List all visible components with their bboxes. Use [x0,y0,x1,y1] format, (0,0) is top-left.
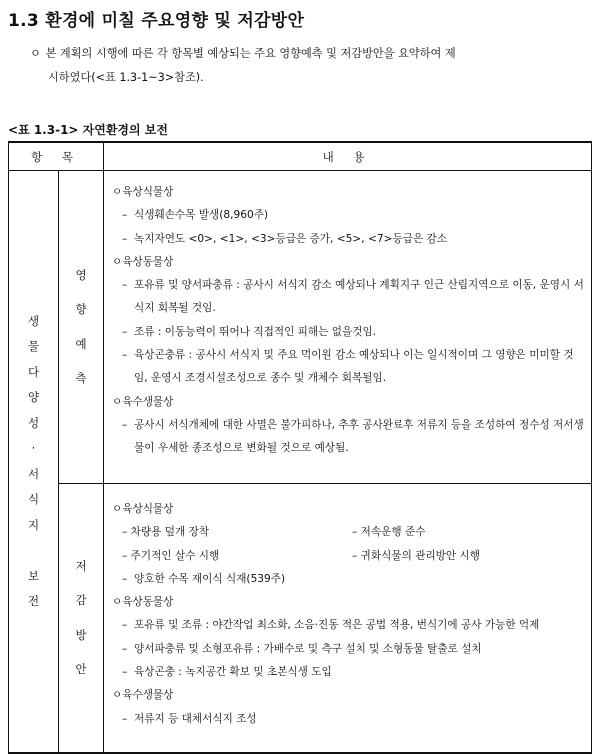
intro-line-1: 본 계획의 시행에 따른 각 항목별 예상되는 주요 영향예측 및 저감방안을 요약하여 제 [45,47,456,60]
item-text: 차량용 덮개 장착 [130,526,210,539]
list-item [352,521,587,544]
nature-conservation-table [8,141,592,754]
dash-icon: – [122,349,128,362]
category-char: · [31,441,36,455]
dash-icon: – [122,526,131,539]
dash-icon: – [352,526,361,539]
list-item [112,661,587,684]
category-char [9,538,58,564]
dash-icon: – [122,642,128,655]
list-item [112,414,587,461]
row-label-char: 감 [75,593,87,607]
category-char: 생 [27,313,40,328]
category-char: 양 [27,390,40,404]
bullet-icon: ㅇ [30,47,41,60]
item-text: 저류지 등 대체서식지 조성 [134,712,257,725]
list-item [122,521,352,544]
content-impact [104,171,592,484]
header-item: 항 목 [9,142,104,171]
list-item [112,274,587,321]
dash-icon: – [122,209,128,222]
item-text: 양서파충류 및 소형포유류 : 가배수로 및 측구 설치 및 소형동물 탈출로 설치 [134,642,482,655]
category-char: 물 [27,339,40,353]
section-heading: ㅇ육상동물상 [112,596,174,609]
category-char: 보 [27,568,40,583]
dash-icon: – [122,666,128,679]
item-text: 조류 : 이동능력이 뛰어나 직접적인 피해는 없을것임. [134,325,377,338]
row-label-mitigation [59,484,104,754]
section-heading: ㅇ육상식물상 [112,186,174,198]
list-item [112,614,587,637]
content-mitigation [104,484,592,754]
item-text: 귀화식물의 관리방안 시행 [360,549,480,562]
list-item [112,204,587,227]
row-label-char: 향 [75,302,87,316]
dash-icon: – [122,279,128,292]
dash-icon: – [122,232,128,245]
dash-icon: – [122,619,128,632]
row-label-char: 안 [75,662,87,676]
item-text: 육상곤충 : 녹지공간 확보 및 초본식생 도입 [134,666,332,679]
item-text: 양호한 수목 재이식 식재(539주) [134,572,286,585]
item-text: 저속운행 준수 [360,526,426,539]
dash-icon: – [122,325,128,338]
item-text: 식생훼손수목 발생(8,960주) [134,209,269,222]
list-item [112,321,587,344]
section-heading: ㅇ육수생물상 [112,689,174,702]
item-text: 주기적인 살수 시행 [130,549,220,562]
table-row-mitigation [9,484,592,754]
intro-paragraph [30,42,590,90]
item-pair [112,545,587,568]
item-text: 공사시 서식개체에 대한 사멸은 불가피하나, 추후 공사완료후 저류지 등을 조성하여 정수성 저서생물이 우세한 종조성으로 변화될 것으로 예상됨. [134,418,584,455]
section-heading: ㅇ육수생물상 [112,395,174,408]
section-heading: ㅇ육상동물상 [112,255,174,268]
item-text: 포유류 및 조류 : 야간작업 최소화, 소음·진동 적은 공법 적용, 번식기에 공사 가능한 억제 [134,619,540,632]
dash-icon: – [122,712,128,725]
item-text: 포유류 및 양서파충류 : 공사시 서식지 감소 예상되나 계획지구 인근 산림지역으로 이동, 운영시 서식지 회복될 것임. [134,279,584,315]
table-header-row [9,142,592,171]
list-item [112,344,587,391]
row-label-impact [59,171,104,484]
category-cell [9,171,59,754]
list-item [112,638,587,661]
section-title: 1.3 환경에 미칠 주요영향 및 저감방안 [8,11,305,31]
item-pair [112,521,587,544]
item-text: 육상곤충류 : 공사시 서식지 및 주요 먹이원 감소 예상되나 이는 일시적이며 그 영향은 미미할 것임, 운영시 조경시설조성으로 종수 및 개체수 회복될임. [134,349,574,385]
dash-icon: – [122,549,131,562]
category-char: 지 [27,517,40,532]
category-char: 다 [27,364,40,379]
dash-icon: – [122,572,128,585]
row-label-char: 방 [75,627,87,642]
dash-icon: – [352,549,361,562]
row-label-char: 측 [75,371,87,385]
row-label-char: 저 [75,558,87,573]
table-row-impact [9,171,592,484]
list-item [352,545,587,568]
row-label-char: 예 [75,336,87,351]
table-caption: <표 1.3-1> 자연환경의 보전 [8,123,168,137]
row-label-char: 영 [75,267,87,282]
item-text: 녹지자연도 <0>, <1>, <3>등급은 증가, <5>, <7>등급은 감소 [134,232,448,245]
category-char: 서 [27,466,40,481]
list-item [112,568,587,591]
category-char: 전 [27,594,40,608]
list-item [122,545,352,568]
intro-line-2: 시하였다(<표 1.3-1~3>참조). [48,71,204,84]
category-char: 성 [27,415,40,430]
category-char: 식 [27,492,40,506]
list-item [112,708,587,731]
header-content: 내 용 [104,142,592,171]
list-item [112,228,587,251]
section-heading: ㅇ육상식물상 [112,503,174,515]
dash-icon: – [122,418,128,431]
